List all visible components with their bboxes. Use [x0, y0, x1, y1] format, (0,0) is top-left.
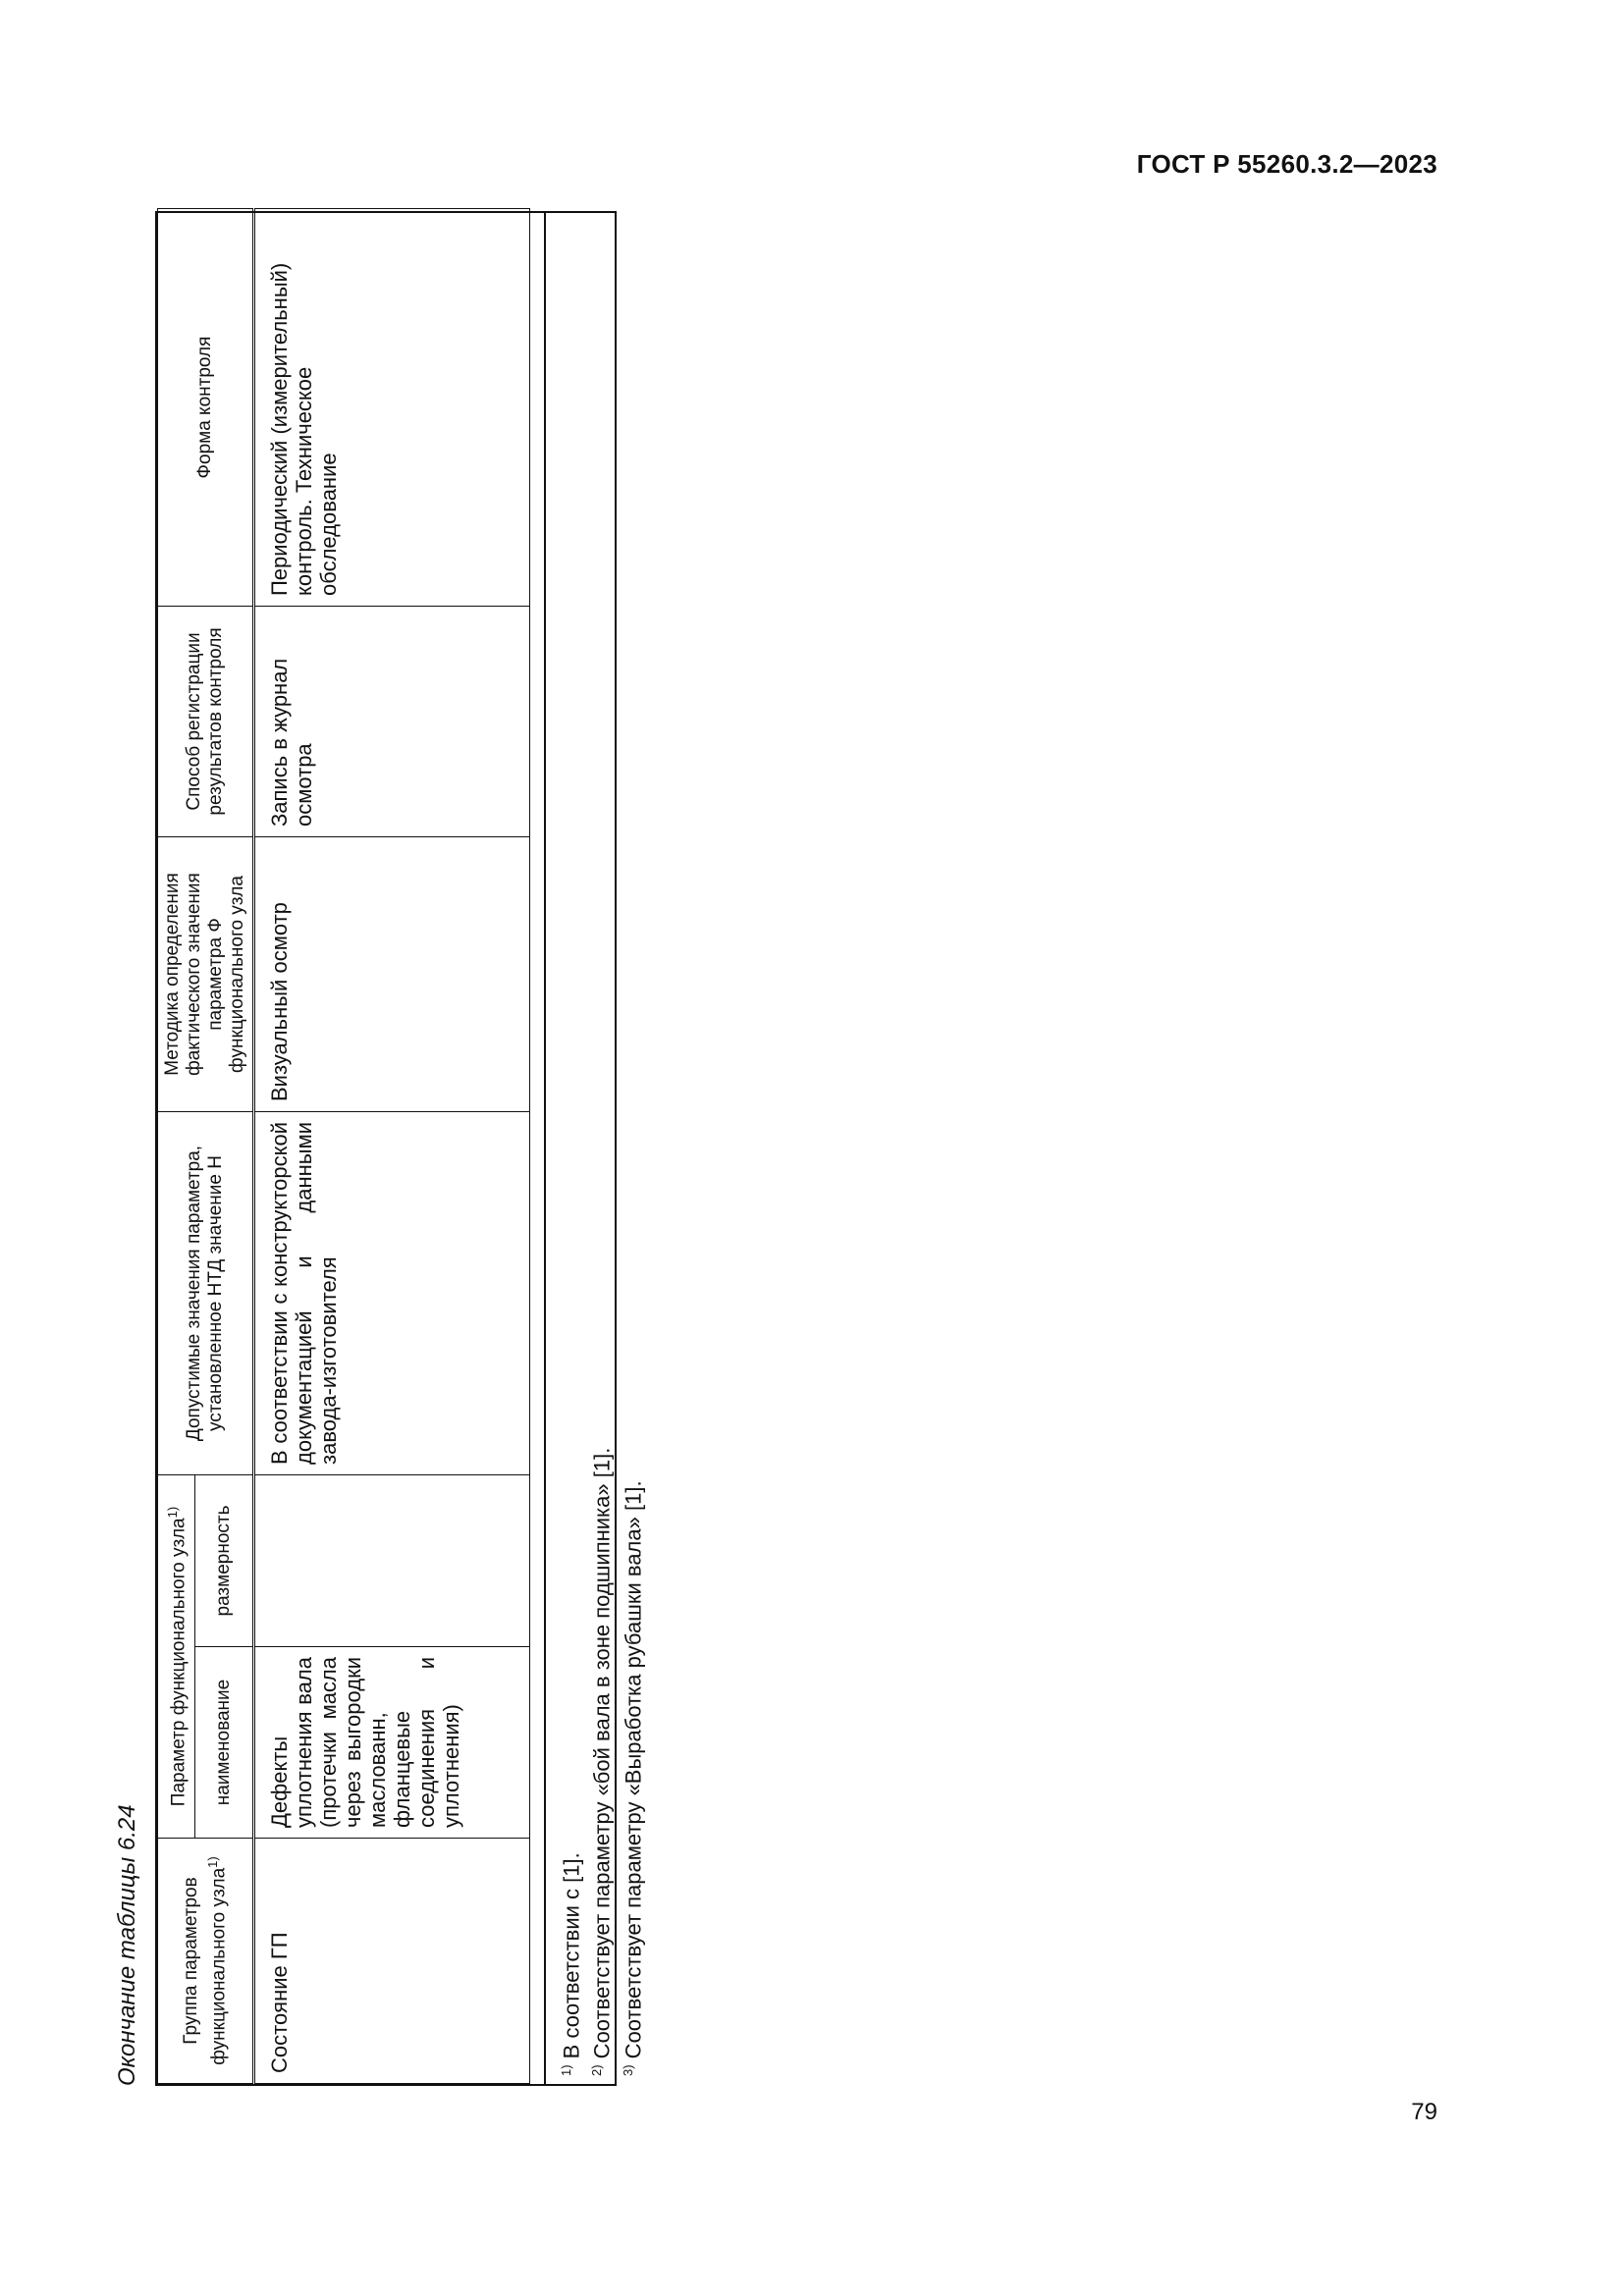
header-allowed: Допустимые значения параметра, установленное НТД значение Н [158, 1112, 254, 1475]
cell-allowed: В соответствии с конструкторской документацией и данными завода-изготовителя [254, 1112, 530, 1475]
cell-group: Состояние ГП [254, 1839, 530, 2084]
cell-registration: Запись в журнал осмотра [254, 607, 530, 837]
table-frame [155, 211, 645, 2086]
header-param-dim: размерность [195, 1475, 254, 1647]
header-registration: Способ регистрации результатов контроля [158, 607, 254, 837]
footnote-1: $^{1)}$ В соответствии с [1]. [559, 1852, 584, 2076]
header-param-name: наименование [195, 1647, 254, 1839]
header-group: Группа параметров функционального узла$^{1)}$ [158, 1839, 254, 2084]
cell-form: Периодический (измерительный) контроль. Техническое обследование [254, 209, 530, 607]
rotated-table-block [110, 211, 645, 2086]
cell-param-name: Дефекты уплотнения вала (протечки масла через выгородки маслованн, фланцевые соединения и уплотнения) [254, 1647, 530, 1839]
footnote-2: $^{2)}$ Соответствует параметру «бой вала в зоне подшипника» [1]. [589, 1447, 615, 2076]
footnote-3: $^{3)}$ Соответствует параметру «Выработка рубашки вала» [1]. [620, 1480, 645, 2076]
header-method: Методика определения фактического значения параметра Ф функционального узла [158, 837, 254, 1112]
table-row [254, 209, 530, 2084]
footnotes-divider [544, 213, 546, 2084]
footnote-mark: 1) [204, 1856, 220, 1868]
footnote-mark: 1) [165, 1506, 181, 1519]
footnotes [554, 1448, 646, 2076]
cell-param-dim [254, 1475, 530, 1647]
header-form: Форма контроля [158, 209, 254, 607]
header-param: Параметр функционального узла$^{1)}$ [158, 1475, 195, 1839]
page-number: 79 [1411, 2099, 1437, 2125]
table-caption: Окончание таблицы 6.24 [114, 1804, 140, 2086]
cell-method: Визуальный осмотр [254, 837, 530, 1112]
document-code: ГОСТ Р 55260.3.2—2023 [1136, 149, 1437, 179]
main-table [157, 208, 530, 2084]
